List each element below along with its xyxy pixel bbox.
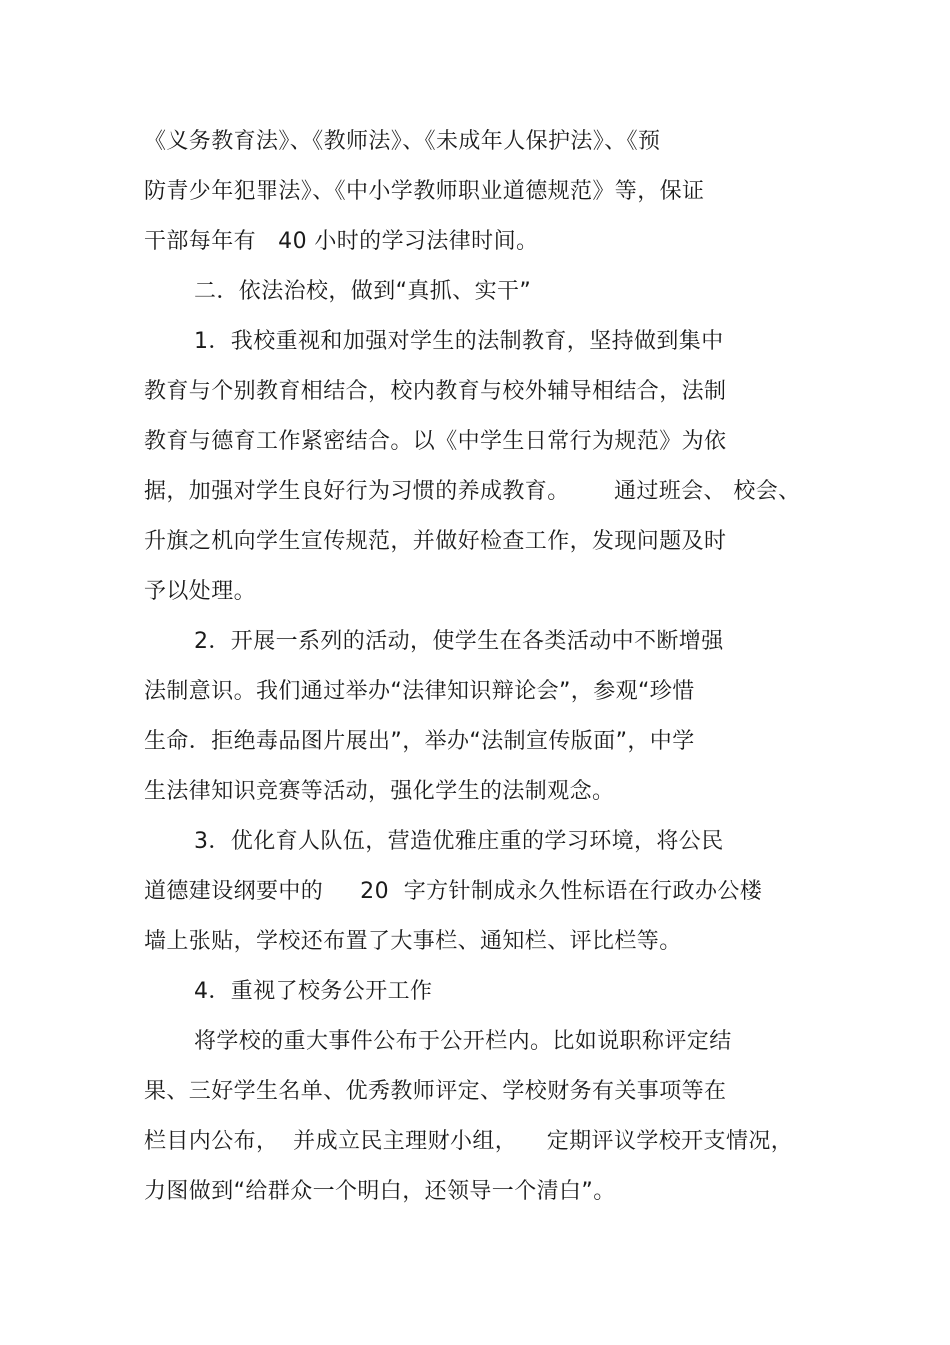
text-line-11: 2．开展一系列的活动，使学生在各类活动中不断增强 <box>194 629 724 654</box>
text-line-14: 生法律知识竞赛等活动，强化学生的法制观念。 <box>144 779 615 804</box>
text-line-15: 3．优化育人队伍，营造优雅庄重的学习环境，将公民 <box>194 829 724 854</box>
text-line-9: 升旗之机向学生宣传规范，并做好检查工作，发现问题及时 <box>144 529 727 554</box>
text-line-12: 法制意识。我们通过举办“法律知识辩论会”，参观“珍惜 <box>144 679 695 704</box>
section-heading: 二．依法治校，做到“真抓、实干” <box>194 279 532 304</box>
text-line-16: 道德建设纲要中的 20 字方针制成永久性标语在行政办公楼 <box>144 879 763 904</box>
text-line-2: 防青少年犯罪法》、《中小学教师职业道德规范》等，保证 <box>144 179 705 204</box>
text-line-6: 教育与个别教育相结合，校内教育与校外辅导相结合，法制 <box>144 379 727 404</box>
text-line-20: 果、三好学生名单、优秀教师评定、学校财务有关事项等在 <box>144 1079 727 1104</box>
text-line-17: 墙上张贴，学校还布置了大事栏、通知栏、评比栏等。 <box>144 929 682 954</box>
text-line-21: 栏目内公布， 并成立民主理财小组， 定期评议学校开支情况， <box>144 1129 794 1154</box>
text-line-5: 1．我校重视和加强对学生的法制教育，坚持做到集中 <box>194 329 724 354</box>
text-line-10: 予以处理。 <box>144 579 257 604</box>
text-line-1: 《义务教育法》、《教师法》、《未成年人保护法》、《预 <box>144 129 661 154</box>
text-line-18: 4．重视了校务公开工作 <box>194 979 433 1004</box>
text-line-13: 生命．拒绝毒品图片展出”，举办“法制宣传版面”，中学 <box>144 729 695 754</box>
text-line-7: 教育与德育工作紧密结合。以《中学生日常行为规范》为依 <box>144 429 727 454</box>
text-line-19: 将学校的重大事件公布于公开栏内。比如说职称评定结 <box>194 1029 732 1054</box>
text-line-3: 干部每年有 40 小时的学习法律时间。 <box>144 229 539 254</box>
text-line-22: 力图做到“给群众一个明白，还领导一个清白”。 <box>144 1179 616 1204</box>
text-line-8: 据，加强对学生良好行为习惯的养成教育。 通过班会、 校会、 <box>144 479 801 504</box>
